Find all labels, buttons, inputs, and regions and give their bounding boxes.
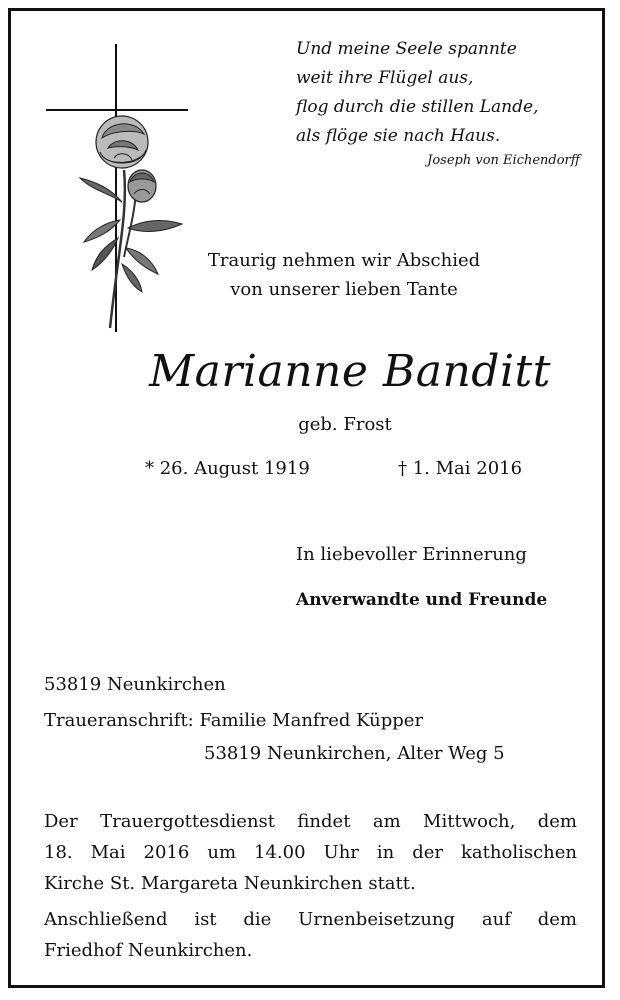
poem-line: Und meine Seele spannte xyxy=(296,39,517,59)
intro-text xyxy=(168,246,520,304)
service-line: 18. Mai 2016 um 14.00 Uhr in der katholischen xyxy=(44,842,577,863)
location-text: 53819 Neunkirchen xyxy=(44,674,226,695)
poem-line: weit ihre Flügel aus, xyxy=(296,68,474,88)
service-line: Kirche St. Margareta Neunkirchen statt. xyxy=(44,873,416,894)
service-paragraph xyxy=(44,806,577,899)
service-line: Der Trauergottesdienst findet am Mittwoch, dem xyxy=(44,811,577,832)
memory-text: In liebevoller Erinnerung xyxy=(296,544,527,565)
birth-date: * 26. August 1919 xyxy=(145,458,310,479)
poem-line: als flöge sie nach Haus. xyxy=(296,126,501,146)
intro-line: von unserer lieben Tante xyxy=(230,279,458,300)
poem-author: Joseph von Eichendorff xyxy=(427,153,580,168)
deceased-name: Marianne Banditt xyxy=(149,346,551,397)
burial-line: Friedhof Neunkirchen. xyxy=(44,940,253,961)
mourning-address-line2: 53819 Neunkirchen, Alter Weg 5 xyxy=(204,743,505,764)
intro-line: Traurig nehmen wir Abschied xyxy=(207,250,481,271)
burial-line: Anschließend ist die Urnenbeisetzung auf dem xyxy=(44,909,577,930)
burial-paragraph xyxy=(44,904,577,966)
poem xyxy=(296,35,596,151)
mourners-text: Anverwandte und Freunde xyxy=(296,590,548,610)
death-date: † 1. Mai 2016 xyxy=(398,458,523,479)
mourning-address: Traueranschrift: Familie Manfred Küpper xyxy=(44,710,424,731)
poem-line: flog durch die stillen Lande, xyxy=(296,97,539,117)
maiden-name: geb. Frost xyxy=(298,414,392,435)
